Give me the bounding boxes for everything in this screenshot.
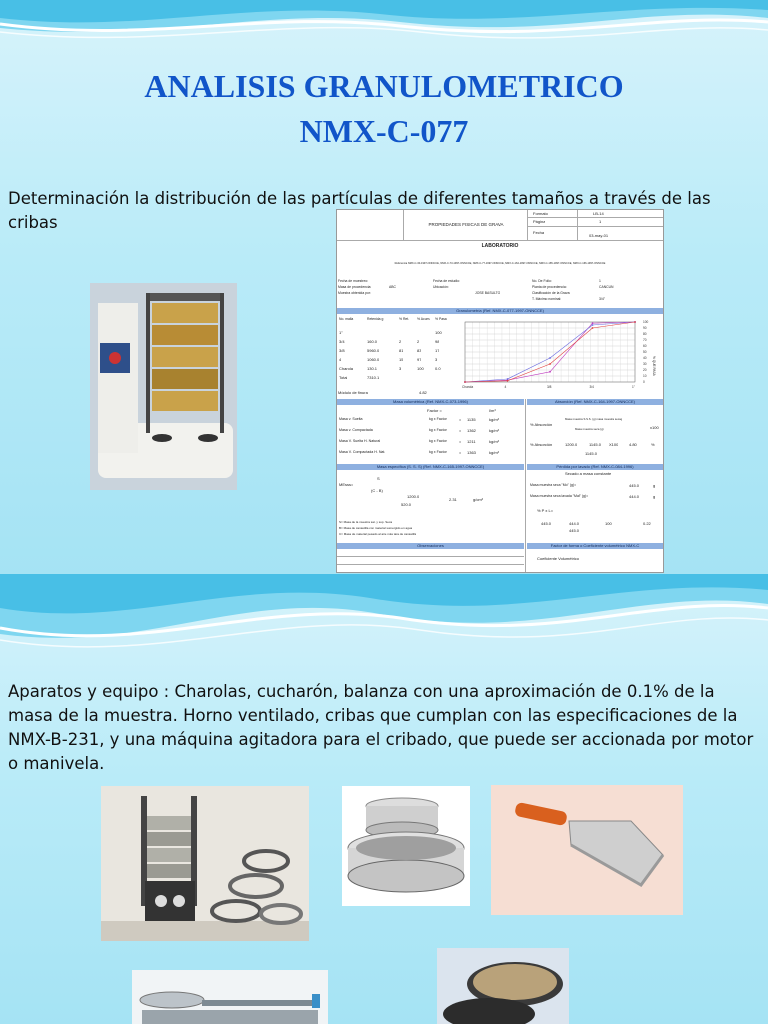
gran-column-header: % Ret. bbox=[399, 317, 410, 321]
wave-decoration bbox=[0, 0, 768, 60]
messs-value-a: 1200.0 bbox=[407, 494, 420, 499]
gran-cell: 3/8 bbox=[339, 348, 345, 353]
perdida-calc-c: 100 bbox=[605, 521, 612, 526]
gran-cell: 15 bbox=[399, 357, 404, 362]
perdida-calc-a: 445.0 bbox=[541, 521, 552, 526]
masa-vol-unit: kg/m³ bbox=[489, 417, 499, 422]
absorcion-percent: % bbox=[651, 442, 655, 447]
info-cell: Fecha de muestreo: bbox=[338, 279, 369, 283]
series-point bbox=[507, 378, 509, 380]
observaciones-header: Observaciones bbox=[337, 543, 524, 549]
equals-sign: = bbox=[459, 428, 462, 433]
formato-value: LB-14 bbox=[593, 211, 604, 216]
sieve-set-photo bbox=[101, 786, 309, 941]
masa-vol-label: Masa v. Suelta bbox=[339, 417, 363, 421]
y-tick-label: 30 bbox=[643, 362, 647, 367]
absorcion-label-2: % Absorción bbox=[530, 442, 553, 447]
gran-cell: 4 bbox=[339, 357, 342, 362]
gran-cell: Total bbox=[339, 375, 348, 380]
info-cell: CANCUN bbox=[599, 285, 614, 289]
series-point bbox=[634, 321, 636, 323]
absorcion-result: 4.80 bbox=[629, 442, 637, 447]
info-cell: Planta de procedencia: bbox=[532, 285, 567, 289]
masa-vol-value: 1363 bbox=[467, 450, 476, 455]
y-tick-label: 50 bbox=[643, 350, 647, 355]
granulometria-header: Granulometría (Ref. NMX-C-077-1997-ONNCCE) bbox=[337, 308, 663, 314]
absorcion-header: Absorción (Ref. NMX-C-164-1997-ONNCCE) bbox=[527, 399, 663, 405]
masa-vol-value: 1135 bbox=[467, 417, 476, 422]
perdida-result: 0.22 bbox=[643, 521, 651, 526]
info-cell: Ubicación: bbox=[433, 285, 449, 289]
pagina-label: Página bbox=[533, 219, 546, 224]
x-tick-label: 3/4 bbox=[589, 385, 594, 389]
absorcion-label-1: % Absorción bbox=[530, 422, 553, 427]
description-text: Determinación la distribución de las partículas de diferentes tamaños a través de las cribas bbox=[8, 189, 711, 232]
info-cell: T. Máximo nominal: bbox=[532, 297, 562, 301]
absorcion-value-b: 1145.0 bbox=[589, 442, 601, 447]
slide-2 bbox=[0, 574, 768, 1024]
y-tick-label: 70 bbox=[643, 338, 647, 343]
info-cell: Masa de procedencia: bbox=[338, 285, 372, 289]
perdida-row1-unit: g bbox=[653, 483, 656, 488]
info-cell: Muestra obtenida por: bbox=[338, 291, 371, 295]
modulo-finura-label: Módulo de finura bbox=[338, 390, 368, 395]
messs-result: 2.31 bbox=[449, 497, 457, 502]
gran-cell: 3 bbox=[399, 366, 402, 371]
y-tick-label: 80 bbox=[643, 332, 647, 337]
coef-label: Coeficiente Volumétrico bbox=[537, 556, 580, 561]
series-point bbox=[549, 371, 551, 373]
info-cell: ABC bbox=[389, 285, 396, 289]
masa-vol-value: 1211 bbox=[467, 439, 476, 444]
masa-vol-formula: kg x Factor bbox=[429, 439, 447, 443]
gran-cell: 7310.1 bbox=[367, 375, 380, 380]
sieve-shaker-photo bbox=[90, 283, 237, 490]
gran-cell: 100 bbox=[417, 366, 424, 371]
slide-title-line2: NMX-C-077 bbox=[299, 113, 469, 149]
slide-title-line1: ANALISIS GRANULOMETRICO bbox=[144, 68, 624, 104]
series-point bbox=[549, 363, 551, 365]
gran-cell: 1" bbox=[339, 330, 343, 335]
fecha-value: 03-may-01 bbox=[589, 233, 609, 238]
laboratorio-label: LABORATORIO bbox=[481, 243, 519, 249]
gran-cell: 3/4 bbox=[339, 339, 345, 344]
info-cell: Clasificación de la Grava: bbox=[532, 291, 571, 295]
y-tick-label: 100 bbox=[643, 320, 649, 325]
sheet-title: PROPIEDADES FISICAS DE GRAVA bbox=[428, 222, 504, 227]
masa-vol-unit: kg/m³ bbox=[489, 428, 499, 433]
y-tick-label: 60 bbox=[643, 344, 647, 349]
messs-den: (C - B) bbox=[371, 488, 383, 493]
granulometry-chart bbox=[455, 316, 663, 396]
y-tick-label: 10 bbox=[643, 374, 647, 379]
absorcion-value-a: 1200.0 bbox=[565, 442, 578, 447]
y-tick-label: 40 bbox=[643, 356, 647, 361]
masa-vol-label: Masa V. Suelta H. Natural bbox=[339, 439, 381, 443]
x-tick-label: 3/8 bbox=[547, 385, 552, 389]
balance-photo bbox=[132, 970, 328, 1024]
masa-vol-formula: kg x Factor bbox=[429, 417, 447, 421]
series-point bbox=[464, 381, 466, 383]
absorcion-value-c: X100 bbox=[609, 442, 619, 447]
absorcion-x100: x100 bbox=[650, 425, 659, 430]
gran-cell: Charola bbox=[339, 366, 354, 371]
masa-vol-label: Masa v. Compactada bbox=[339, 428, 373, 432]
perdida-row2-label: Masa muestra seca lavada "Mal" (g)= bbox=[530, 494, 589, 498]
wave-decoration bbox=[0, 574, 768, 664]
perdida-formula: % P x L= bbox=[537, 508, 554, 513]
gran-cell: 2 bbox=[399, 339, 402, 344]
factor-label: Factor = bbox=[427, 408, 442, 413]
gran-column-header: No. malla bbox=[339, 317, 354, 321]
masa-especifica-header: Masa específica (S. S. S) (Ref. NMX-C-165-1997-ONNCCE) bbox=[337, 464, 524, 470]
messs-label: MEsss= bbox=[339, 482, 354, 487]
absorcion-sub: 1145.0 bbox=[585, 451, 597, 456]
y-axis-label: % QUE PASA bbox=[652, 356, 656, 376]
info-cell: 3/4" bbox=[599, 297, 605, 301]
series-point bbox=[592, 327, 594, 329]
x-tick-label: Charola bbox=[462, 385, 474, 389]
references-text: Referencia NMX-C-30-1997-ONNCCE, NMX-C-73-1997-ONNCCE, NMX-C-77-1997-ONNCCE, NMX-C-164-1997-ONNCCE, NMX-C-165-1997-ONNCCE, NMX-C-166-1997-ONNCCE bbox=[394, 262, 606, 265]
gran-cell: 5960.0 bbox=[367, 348, 380, 353]
gran-cell: 1060.0 bbox=[367, 357, 380, 362]
messs-unit: g/cm³ bbox=[473, 497, 483, 502]
info-cell: 1 bbox=[599, 279, 601, 283]
info-cell: No. De Folio: bbox=[532, 279, 552, 283]
messs-sub: 520.0 bbox=[401, 502, 412, 507]
info-cell: JOSE BASULTO bbox=[475, 291, 501, 295]
gran-column-header: Retenida g bbox=[367, 317, 384, 321]
gran-cell: 160.0 bbox=[367, 339, 378, 344]
sieve-pans-photo bbox=[342, 786, 470, 906]
masa-vol-unit: kg/m³ bbox=[489, 450, 499, 455]
gran-cell: 3 bbox=[435, 357, 438, 362]
perdida-header: Pérdida por lavado (Ref. NMX-C-084-1996) bbox=[527, 464, 663, 470]
gran-cell: 83 bbox=[417, 348, 422, 353]
fecha-label: Fecha bbox=[533, 230, 545, 235]
equals-sign: = bbox=[459, 439, 462, 444]
perdida-row1-label: Masa muestra seca "Mo" (g)= bbox=[530, 483, 577, 487]
gran-column-header: % Acum. bbox=[417, 317, 431, 321]
note-1: S= Masa de la muestra sat. y sup. Seca bbox=[339, 520, 393, 524]
masa-vol-formula: kg x Factor bbox=[429, 428, 447, 432]
messs-num: S bbox=[377, 476, 380, 481]
x-tick-label: 1" bbox=[632, 385, 635, 389]
equals-sign: = bbox=[459, 417, 462, 422]
masa-volumetrica-header: Masa volumétrica (Ref. NMX-C-073-1996) bbox=[337, 399, 524, 405]
series-point bbox=[549, 357, 551, 359]
absorcion-line1: Masa muestra S.S.S. (g) masa muestra secag bbox=[565, 417, 623, 421]
series-point bbox=[592, 324, 594, 326]
scoop-photo bbox=[491, 785, 683, 915]
gran-cell: 97 bbox=[417, 357, 422, 362]
pagina-value: 1 bbox=[599, 219, 602, 224]
perdida-row2-unit: g bbox=[653, 494, 656, 499]
factor-unit: l/m³ bbox=[489, 408, 496, 413]
series-point bbox=[507, 380, 509, 382]
masa-vol-value: 1362 bbox=[467, 428, 476, 433]
y-tick-label: 20 bbox=[643, 368, 647, 373]
masa-vol-unit: kg/m³ bbox=[489, 439, 499, 444]
lab-spreadsheet bbox=[336, 209, 664, 573]
modulo-finura-value: 4.82 bbox=[419, 390, 427, 395]
masa-vol-label: Masa V. Compactada H. Nat. bbox=[339, 450, 386, 454]
perdida-calc-b: 444.0 bbox=[569, 521, 580, 526]
series-point bbox=[592, 322, 594, 324]
gran-cell: 130.1 bbox=[367, 366, 378, 371]
masa-vol-formula: kg x Factor bbox=[429, 450, 447, 454]
absorcion-line2: Masa muestra seca (g) bbox=[575, 427, 604, 431]
gran-cell: 0.0 bbox=[435, 366, 441, 371]
formato-label: Formato bbox=[533, 211, 548, 216]
perdida-row2-value: 444.0 bbox=[629, 494, 640, 499]
perdida-sub: Secado a masa constante bbox=[565, 471, 612, 476]
y-tick-label: 90 bbox=[643, 326, 647, 331]
info-cell: Fecha de estudio: bbox=[433, 279, 460, 283]
perdida-row1-value: 445.0 bbox=[629, 483, 640, 488]
gran-column-header: % Pasa bbox=[435, 317, 447, 321]
x-tick-label: 4 bbox=[504, 385, 507, 389]
gran-cell: 98 bbox=[435, 339, 440, 344]
note-3: C= Masa de material pesado al aire más tara de canastilla bbox=[339, 532, 417, 536]
gran-cell: 17 bbox=[435, 348, 440, 353]
apparatus-text: Aparatos y equipo : Charolas, cucharón, balanza con una aproximación de 0.1% de la masa de la muestra. Horno ventilado, cribas que cumplan con las especificaciones de la NMX-B-231, y una máquina agitadora para el cribado, que puede ser accionada por motor o manivela. bbox=[8, 682, 754, 773]
note-2: B= Masa de canastilla con material sumergido en agua bbox=[339, 526, 413, 530]
gran-cell: 100 bbox=[435, 330, 442, 335]
y-tick-label: 0 bbox=[643, 380, 645, 385]
sieve-photo bbox=[437, 948, 569, 1024]
equals-sign: = bbox=[459, 450, 462, 455]
gran-cell: 2 bbox=[417, 339, 420, 344]
factor-forma-header: Factor de forma o Coeficiente volumétrico NMX-C bbox=[527, 543, 663, 549]
gran-cell: 81 bbox=[399, 348, 404, 353]
perdida-sub-value: 445.0 bbox=[569, 528, 580, 533]
